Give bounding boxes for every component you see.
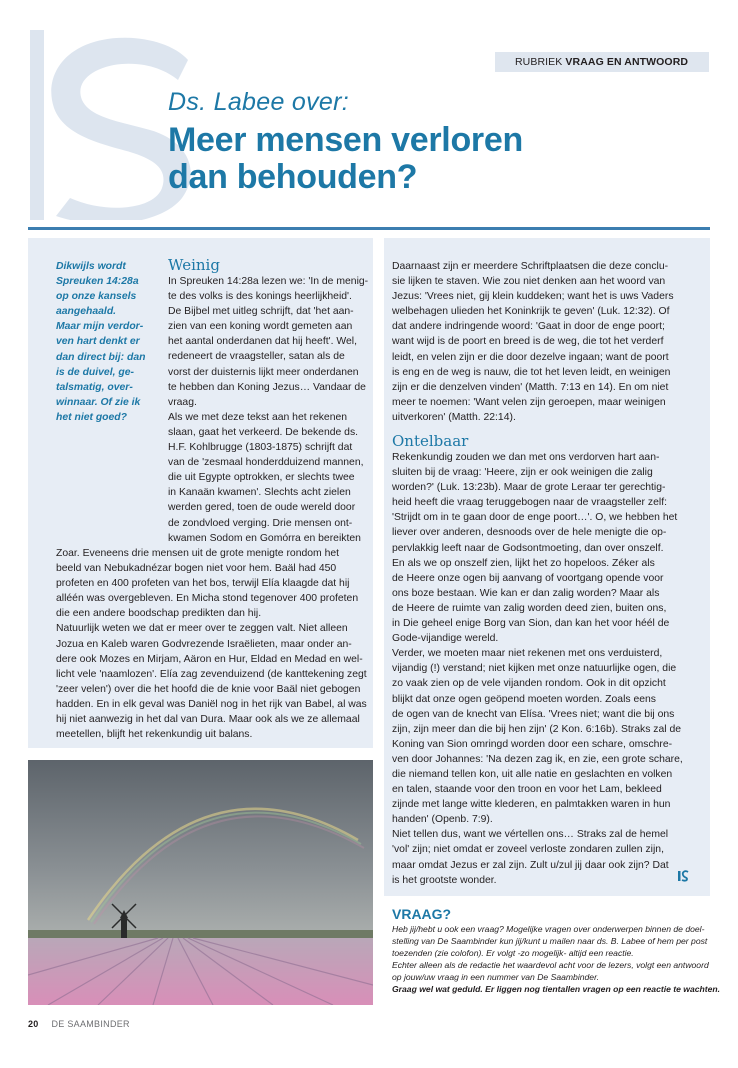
vraag-line: Heb jij/hebt u ook een vraag? Mogelijke vragen over onderwerpen binnen de doel- xyxy=(392,924,705,934)
intro-line: dan direct bij: dan xyxy=(56,351,146,363)
body-line: Natuurlijk weten we dat er meer over te zeggen valt. Niet alleen xyxy=(56,623,348,635)
vraag-body xyxy=(392,923,721,995)
body-line: ons boze bestaan. Wie kan er dan zalig worden? Maar als xyxy=(392,587,660,599)
body-line: de Heere de ruimte van zalig worden deed zien, buiten ons, xyxy=(392,602,667,614)
page-footer xyxy=(28,1019,130,1029)
body-text-narrow xyxy=(168,274,373,546)
body-line: H.F. Kohlbrugge (1803-1875) schrijft dat xyxy=(168,442,353,454)
body-line: worden?' (Luk. 13:23b). Maar de grote Leraar ter gerechtig- xyxy=(392,482,666,494)
body-line: die uit Egypte optrokken, er slechts twee xyxy=(168,472,355,484)
body-line: vijandig (!) verstand; niet kijken met onze natuurlijke ogen, die xyxy=(392,663,677,675)
body-line: hadden. En in elk geval was Daniël nog in het rijk van Babel, al was xyxy=(56,698,367,710)
body-line: werden gered, toen de oude wereld door xyxy=(168,502,356,514)
body-text-right-2 xyxy=(392,450,710,888)
intro-line: op onze kansels xyxy=(56,291,137,303)
title-line: Meer mensen verloren xyxy=(168,121,523,159)
body-line: de zondvloed verging. Drie mensen ont- xyxy=(168,517,353,529)
section-heading-weinig: Weinig xyxy=(168,256,220,274)
body-line: de Heere onze ogen bij aanvang of voortgang opende voor xyxy=(392,572,664,584)
body-line: Daarnaast zijn er meerdere Schriftplaatsen die deze conclu- xyxy=(392,261,669,272)
vraag-line: stelling van De Saambinder kun jij/kunt u mailen naar ds. B. Labee of hem per post xyxy=(392,936,708,946)
body-line: 'Strijdt om in te gaan door de enge poort…'. O, we hebben het xyxy=(392,512,678,524)
body-line: want wijd is de poort en breed is de weg, die tot het verderf xyxy=(392,336,664,348)
vraag-closing: Graag wel wat geduld. Er liggen nog tientallen vragen op een reactie te wachten. xyxy=(392,984,721,994)
body-line: van de 'zesmaal honderdduizend mannen, xyxy=(168,457,364,469)
body-line: 'vol' zijn; niet omdat er zoveel verloste zondaren zullen zijn, xyxy=(392,844,664,856)
body-line: blijkt dat onze ogen geöpend moeten worden. Zoals eens xyxy=(392,693,656,705)
body-line: En als we op onszelf zien, lijkt het zo hopeloos. Zéker als xyxy=(392,557,655,569)
body-line: Verder, we moeten maar niet rekenen met ons verduisterd, xyxy=(392,648,663,660)
intro-line: Dikwijls wordt xyxy=(56,261,126,272)
body-line: zijn er die denzelven vinden' (Matth. 7:13 en 14). En om niet xyxy=(392,381,669,393)
magazine-name: DE SAAMBINDER xyxy=(51,1019,130,1029)
intro-line: ven hart denkt er xyxy=(56,336,140,348)
body-line: Niet tellen dus, want we vértellen ons… Straks zal de hemel xyxy=(392,829,669,841)
body-text-wide xyxy=(56,546,373,742)
body-line: is eng en de weg is nauw, die tot het leven leidt, en weinigen xyxy=(392,366,671,378)
body-line: beeld van Nebukadnézar bogen niet voor hem. Baäl had 450 xyxy=(56,563,337,575)
body-line: zien van een koning wordt gemeten aan xyxy=(168,321,353,333)
end-mark-icon xyxy=(677,870,689,882)
body-line: welbehagen ulieden het Koninkrijk te geven' (Luk. 12:32). Of xyxy=(392,306,670,318)
body-line: sluiten bij de vraag: 'Heere, zijn er ook weinigen die zalig xyxy=(392,467,653,479)
intro-line: Maar mijn verdor- xyxy=(56,321,144,333)
intro-line: winnaar. Of zie ik xyxy=(56,396,141,408)
body-line: pervlakkig leeft naar de Godsontmoeting, dan over onszelf. xyxy=(392,542,664,554)
body-line: meer te noemen: 'Want velen zijn geroepen, maar weinigen xyxy=(392,396,666,408)
title-line: dan behouden? xyxy=(168,158,418,196)
body-line: die een andere boodschap predikten dan hij. xyxy=(56,608,262,620)
header-rule xyxy=(28,227,710,230)
intro-line: aangehaald. xyxy=(56,306,117,318)
body-line: is het grootste wonder. xyxy=(392,874,497,886)
body-line: redeneert de vraagsteller, satan als de xyxy=(168,351,345,363)
body-line: Rekenkundig zouden we dan met ons verdorven hart aan- xyxy=(392,452,660,463)
body-line: het aantal onderdanen dat hij heeft'. Wel, xyxy=(168,336,357,348)
body-line: Gode-vijandige wereld. xyxy=(392,633,499,645)
vraag-heading: VRAAG? xyxy=(392,906,452,922)
intro-question xyxy=(56,259,154,425)
article-kicker: Ds. Labee over: xyxy=(168,88,349,116)
body-line: dat andere indringende woord: 'Gaat in door de enge poort; xyxy=(392,321,665,333)
body-line: dere ook Mozes en Mirjam, Aäron en Hur, Eldad en Medad en wel- xyxy=(56,653,363,665)
rubriek-tag xyxy=(495,52,709,72)
body-line: Jezus: 'Vrees niet, gij klein kuddeken; want het is uws Vaders xyxy=(392,291,674,303)
tulip-field-rainbow-photo xyxy=(28,760,373,1005)
body-line: hij niet aanwezig in het dal van Dura. Maar ook als we ze allemaal xyxy=(56,714,360,726)
rubriek-label: RUBRIEK xyxy=(515,56,563,68)
body-line: maar omdat Jezus er zal zijn. Zult u/zul jij daar ook zijn? Dat xyxy=(392,859,669,871)
body-line: handen' (Openb. 7:9). xyxy=(392,814,493,826)
body-line: Jozua en Kaleb waren Godvrezende Israëlieten, maar onder an- xyxy=(56,638,352,650)
body-line: kwamen Sodom en Gomórra en bereikten xyxy=(168,532,361,544)
body-line: 'zeer velen') over die het hoofd die de knie voor Baäl niet gebogen xyxy=(56,683,361,695)
body-line: leidt, en velen zijn er die door dezelve ingaan; want de poort xyxy=(392,351,669,363)
body-line: liever over anderen, desnoods over de hele menigte die op- xyxy=(392,527,667,539)
article-title xyxy=(168,122,688,196)
body-line: de ogen van de knecht van Elísa. 'Vrees niet; want die bij ons xyxy=(392,708,675,720)
page-number: 20 xyxy=(28,1019,39,1029)
vraag-line: toezenden (zie colofon). Er volgt -zo mogelijk- altijd een reactie. xyxy=(392,948,634,958)
body-line: vorst der duisternis lijkt meer onderdanen xyxy=(168,366,359,378)
intro-line: talsmatig, over- xyxy=(56,381,133,393)
body-line: vraag. xyxy=(168,396,197,408)
body-line: In Spreuken 14:28a lezen we: 'In de menig- xyxy=(168,276,369,287)
body-line: alléén was overgebleven. En Micha stond tegenover 400 profeten xyxy=(56,593,359,605)
body-line: Koning van Sion omringd worden door een schare, omschre- xyxy=(392,738,673,750)
vraag-line: op jouw/uw vraag in een nummer van De Saambinder. xyxy=(392,972,599,982)
body-line: zo vaak zien op de vele vijanden rondom. Ook in dit opzicht xyxy=(392,678,666,690)
body-line: heid heeft die vraag teruggebogen naar de vraagsteller zelf: xyxy=(392,497,667,509)
body-line: in Kanaän kwamen'. Slechts acht zielen xyxy=(168,487,351,499)
intro-line: is de duivel, ge- xyxy=(56,366,134,378)
body-line: en talen, staande voor den troon en voor het Lam, bekleed xyxy=(392,784,662,796)
body-text-right-1 xyxy=(392,259,710,425)
body-line: De Bijbel met uitleg schrijft, dat 'het aan- xyxy=(168,306,354,318)
body-line: zijn, zijn meer dan die bij hen zijn' (2 Kon. 6:16b). Straks zal de xyxy=(392,723,682,735)
body-line: meetellen, blijft het rekenkundig uit balans. xyxy=(56,729,253,741)
body-line: die niemand tellen kon, uit alle natie en geslachten en volken xyxy=(392,768,673,780)
body-line: te des volks is des konings heerlijkheid'. xyxy=(168,291,352,303)
body-line: profeten en 400 profeten van het bos, terwijl Elía klaagde dat hij xyxy=(56,578,350,590)
body-line: ven door Johannes: 'Na dezen zag ik, en zie, een grote schare, xyxy=(392,753,683,765)
intro-line: Spreuken 14:28a xyxy=(56,276,139,288)
rubriek-name: VRAAG EN ANTWOORD xyxy=(565,56,689,68)
body-line: Zoar. Eveneens drie mensen uit de grote menigte rondom het xyxy=(56,548,340,559)
body-line: in Die geheel enige Borg van Sion, dan kan het voor héél de xyxy=(392,618,670,630)
body-line: zijnde met lange witte klederen, en palmtakken waren in hun xyxy=(392,799,671,811)
body-line: licht vele 'naamlozen'. Elía zag zevenduizend (de kanttekening zegt xyxy=(56,668,367,680)
section-heading-ontelbaar: Ontelbaar xyxy=(392,432,469,450)
body-line: te hebben dan Koning Jezus… Vandaar de xyxy=(168,381,366,393)
body-line: uitverkoren' (Matth. 22:14). xyxy=(392,411,516,423)
body-line: slaan, gaat het verkeerd. De bekende ds. xyxy=(168,426,359,438)
body-line: sie lijken te staven. Wie zou niet denken aan het woord van xyxy=(392,276,666,288)
vraag-line: Echter alleen als de redactie het waardevol acht voor de lezers, volgt een antwoord xyxy=(392,960,709,970)
body-line: Als we met deze tekst aan het rekenen xyxy=(168,411,348,423)
intro-line: het niet goed? xyxy=(56,411,127,423)
